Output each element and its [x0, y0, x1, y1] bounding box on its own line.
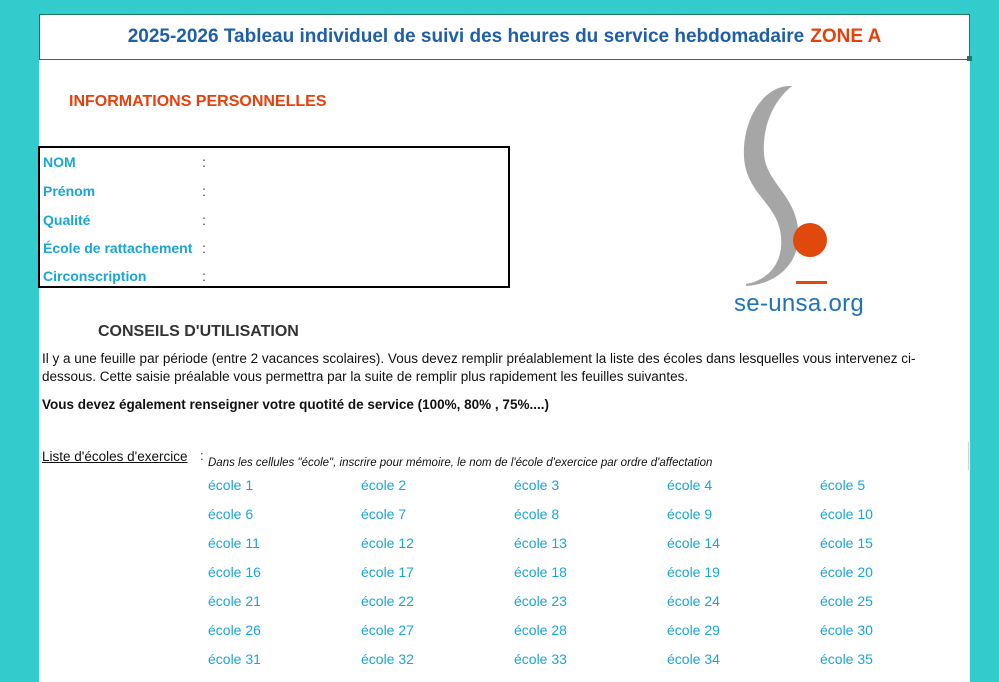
ecole-cell[interactable]: école 2: [361, 477, 407, 493]
se-unsa-logo-icon: [720, 82, 890, 322]
ecoles-note: Dans les cellules "école", inscrire pour mémoire, le nom de l'école d'exercice par ordre d'affectation: [208, 457, 713, 469]
ecole-cell[interactable]: école 22: [361, 593, 414, 609]
ecole-cell[interactable]: école 32: [361, 651, 414, 667]
field-row-qualite[interactable]: [43, 212, 503, 232]
ecole-cell[interactable]: école 16: [208, 564, 261, 580]
ecole-cell[interactable]: école 27: [361, 622, 414, 638]
ecole-cell[interactable]: école 18: [514, 564, 567, 580]
field-colon: :: [202, 183, 206, 199]
ecole-cell[interactable]: école 5: [820, 477, 866, 493]
title-zone: ZONE A: [810, 26, 882, 47]
ecole-cell[interactable]: école 28: [514, 622, 567, 638]
field-row-ecole-rattachement[interactable]: [43, 240, 503, 260]
title-banner: [39, 14, 970, 60]
field-colon: :: [202, 268, 206, 284]
field-row-circonscription[interactable]: [43, 268, 503, 288]
ecole-cell[interactable]: école 17: [361, 564, 414, 580]
logo-s-shape: [744, 86, 799, 286]
ecole-cell[interactable]: école 7: [361, 506, 407, 522]
field-label: Qualité: [43, 212, 91, 228]
field-label: Circonscription: [43, 268, 147, 284]
field-label: NOM: [43, 154, 76, 170]
logo-underline: [796, 281, 827, 284]
ecole-cell[interactable]: école 29: [667, 622, 720, 638]
ecole-cell[interactable]: école 6: [208, 506, 254, 522]
ecole-cell[interactable]: école 10: [820, 506, 873, 522]
ecole-cell[interactable]: école 24: [667, 593, 720, 609]
logo-dot: [793, 223, 827, 257]
ecole-cell[interactable]: école 9: [667, 506, 713, 522]
logo-text: se-unsa.org: [734, 290, 865, 317]
ecole-cell[interactable]: école 13: [514, 535, 567, 551]
ecole-cell[interactable]: école 23: [514, 593, 567, 609]
ecole-cell[interactable]: école 31: [208, 651, 261, 667]
ecole-cell[interactable]: école 21: [208, 593, 261, 609]
ecole-cell[interactable]: école 14: [667, 535, 720, 551]
ecole-cell[interactable]: école 15: [820, 535, 873, 551]
ecoles-colon: :: [200, 448, 204, 463]
quotite-note: Vous devez également renseigner votre quotité de service (100%, 80% , 75%....): [42, 397, 549, 412]
title-main: 2025-2026 Tableau individuel de suivi des heures du service hebdomadaire: [127, 26, 805, 47]
field-colon: :: [202, 240, 206, 256]
ecole-cell[interactable]: école 4: [667, 477, 713, 493]
field-colon: :: [202, 154, 206, 170]
cell-selection-handle[interactable]: [967, 56, 972, 61]
ecole-cell[interactable]: école 25: [820, 593, 873, 609]
info-heading: INFORMATIONS PERSONNELLES: [69, 93, 327, 110]
field-colon: :: [202, 212, 206, 228]
field-row-nom[interactable]: [43, 154, 503, 174]
ecole-cell[interactable]: école 35: [820, 651, 873, 667]
ecole-cell[interactable]: école 11: [208, 535, 260, 551]
ecole-cell[interactable]: école 34: [667, 651, 720, 667]
ecole-cell[interactable]: école 26: [208, 622, 261, 638]
info-box: [38, 146, 510, 288]
conseils-paragraph: Il y a une feuille par période (entre 2 vacances scolaires). Vous devez remplir préalablement la liste des écoles dans lesquelles vous intervenez ci-dessous. Cette saisie préalable vous permettra par la suite de remplir plus rapidement les feuilles suivantes.: [42, 351, 916, 384]
ecole-cell[interactable]: école 1: [208, 477, 254, 493]
conseils-heading: CONSEILS D'UTILISATION: [98, 323, 299, 340]
ecole-cell[interactable]: école 19: [667, 564, 720, 580]
cell-border: [968, 442, 969, 470]
ecoles-list-label: Liste d'écoles d'exercice: [42, 449, 188, 464]
field-label: École de rattachement: [43, 240, 193, 256]
field-label: Prénom: [43, 183, 96, 199]
field-row-prenom[interactable]: [43, 183, 503, 203]
ecole-cell[interactable]: école 3: [514, 477, 560, 493]
ecole-cell[interactable]: école 8: [514, 506, 560, 522]
ecole-cell[interactable]: école 20: [820, 564, 873, 580]
ecole-cell[interactable]: école 12: [361, 535, 414, 551]
ecole-cell[interactable]: école 30: [820, 622, 873, 638]
ecole-cell[interactable]: école 33: [514, 651, 567, 667]
